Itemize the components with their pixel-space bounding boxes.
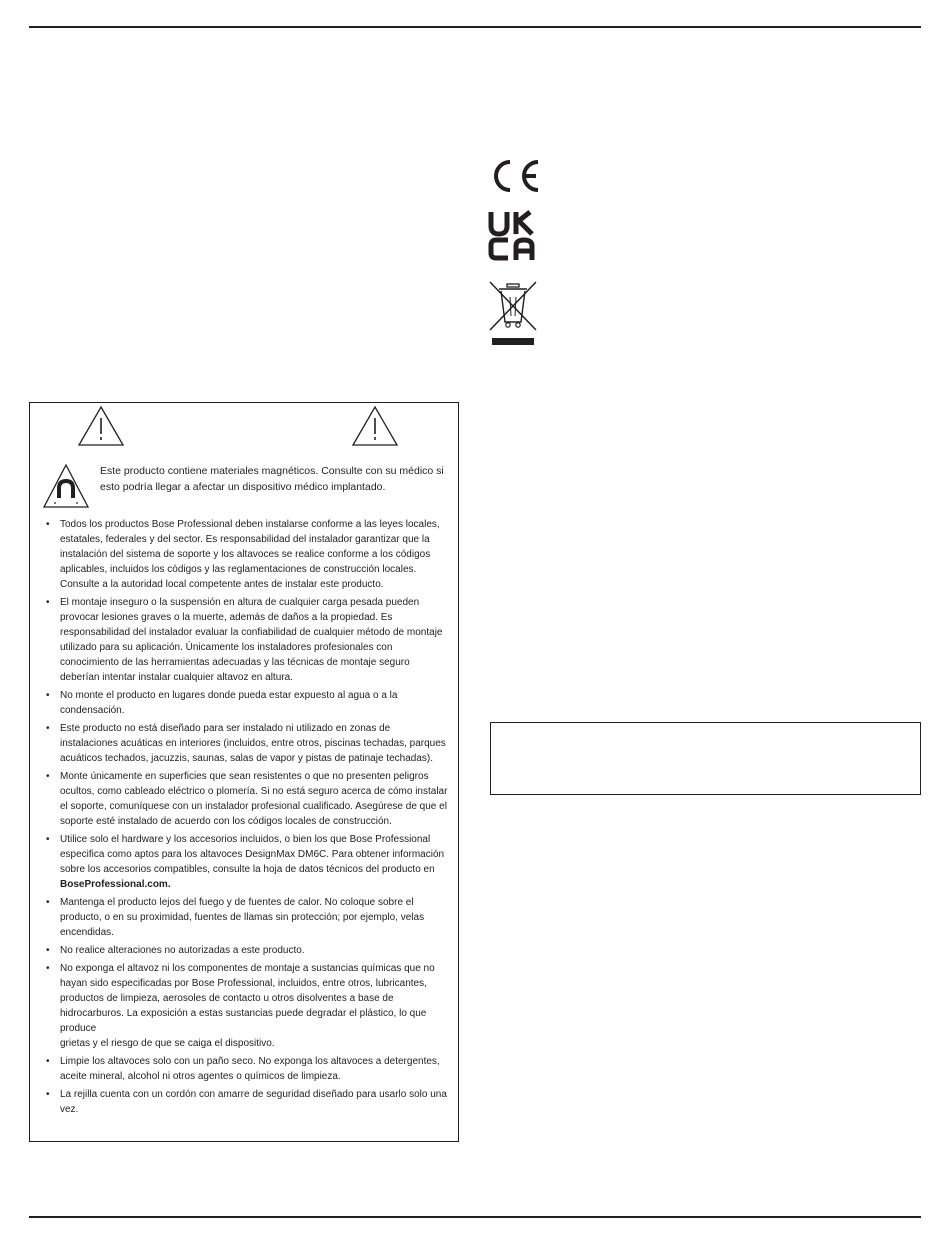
magnet-warning-text: Este producto contiene materiales magnéticos. Consulte con su médico si esto podría llegar a afectar un dispositivo médico implantado. [100, 465, 444, 493]
warning-triangle-icon [351, 405, 399, 447]
warning-triangle-icon [77, 405, 125, 447]
list-item: • Este producto no está diseñado para ser instalado ni utilizado en zonas de instalaciones acuáticas en interiores (incluidos, entre otros, piscinas techadas, parques acuáticos techados, jacuzzis, saunas, salas de vapor y pistas de patinaje techadas). [46, 721, 448, 766]
hardware-bullet-text: Utilice solo el hardware y los accesorios incluidos, o bien los que Bose Professional especifica como aptos para los altavoces DesignMax DM6C. Para obtener información sobre los accesorios compatibles, consulte la hoja de datos técnicos del producto en [60, 834, 445, 875]
bottom-rule [29, 1216, 921, 1218]
list-item: • No monte el producto en lugares donde pueda estar expuesto al agua o a la condensación. [46, 688, 448, 718]
top-rule [29, 26, 921, 28]
list-item-hardware [46, 832, 448, 892]
bose-professional-link: BoseProfessional.com. [60, 879, 171, 890]
list-item: • Monte únicamente en superficies que sean resistentes o que no presenten peligros ocultos, como cableado eléctrico o plomería. Si no está seguro acerca de cómo instalar el soporte, comuníquese con un instalador profesional cualificado. Asegúrese de que el soporte esté instalado de acuerdo con los códigos locales de construcción. [46, 769, 448, 829]
list-item: • La rejilla cuenta con un cordón con amarre de seguridad diseñado para usarlo solo una vez. [46, 1087, 448, 1117]
magnetic-field-warning-icon [42, 463, 90, 509]
safety-warning-box [29, 402, 459, 1142]
empty-notice-box [490, 722, 921, 795]
safety-instructions-list [46, 517, 448, 1120]
list-item: • No exponga el altavoz ni los componentes de montaje a sustancias químicas que no hayan sido especificadas por Bose Professional, incluidos, entre otros, lubricantes, productos de limpieza, aerosoles de contacto u otros disolventes a base de hidrocarburos. La exposición a estas sustancias puede degradar el plástico, lo que produce grietas y el riesgo de que se caiga el dispositivo. [46, 961, 448, 1051]
ukca-mark-icon [488, 210, 540, 262]
list-item: • Limpie los altavoces solo con un paño seco. No exponga los altavoces a detergentes, aceite mineral, alcohol ni otros agentes o químicos de limpieza. [46, 1054, 448, 1084]
list-item: • Mantenga el producto lejos del fuego y de fuentes de calor. No coloque sobre el producto, o en su proximidad, fuentes de llamas sin protección; por ejemplo, velas encendidas. [46, 895, 448, 940]
ce-mark-icon [488, 158, 540, 194]
crossed-out-wheeled-bin-icon [488, 280, 540, 352]
list-item: • Todos los productos Bose Professional deben instalarse conforme a las leyes locales, estatales, federales y del sector. Es responsabilidad del instalador garantizar que la instalación del sistema de soporte y los altavoces se realice conforme a los códigos aplicables, incluidos los códigos y las reglamentaciones de construcción locales. Consulte a la autoridad local competente antes de instalar este producto. [46, 517, 448, 592]
list-item: • No realice alteraciones no autorizadas a este producto. [46, 943, 448, 958]
list-item: • El montaje inseguro o la suspensión en altura de cualquier carga pesada pueden provocar lesiones graves o la muerte, además de daños a la propiedad. Es responsabilidad del instalador evaluar la confiabilidad de cualquier método de montaje utilizado para su aplicación. Únicamente los instaladores profesionales con conocimiento de las herramientas adecuadas y las técnicas de montaje seguro deberían intentar instalar cualquier altavoz en altura. [46, 595, 448, 685]
